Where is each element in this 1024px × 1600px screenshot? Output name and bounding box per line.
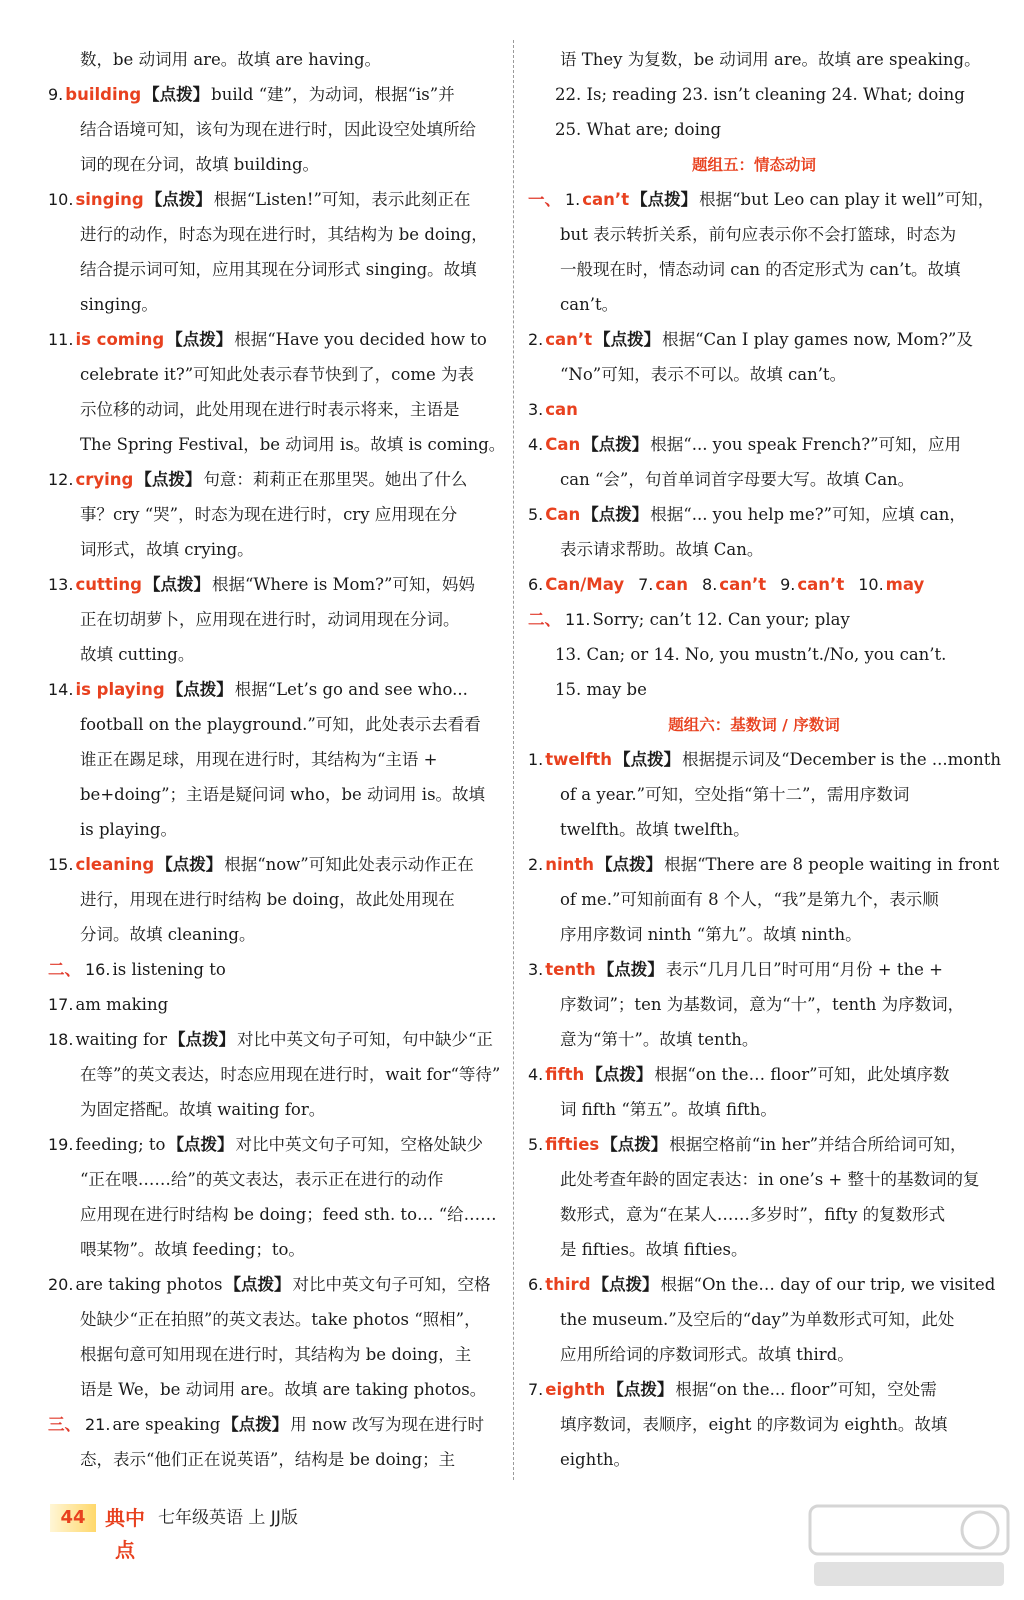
- question-number: 3.: [528, 960, 544, 979]
- answer-line: [48, 359, 500, 391]
- line-text: 25. What are; doing: [555, 120, 722, 139]
- tip-label: 【点拨】: [224, 1275, 291, 1294]
- line-text: is playing。: [80, 820, 177, 839]
- line-text: am making: [75, 995, 169, 1014]
- question-number: 5.: [528, 505, 544, 524]
- line-text: 词的现在分词，故填 building。: [80, 155, 320, 174]
- answer-text: may: [885, 575, 925, 594]
- line-text: 进行，用现在进行时结构 be doing，故此处用现在: [80, 890, 455, 909]
- answer-line: [48, 149, 500, 181]
- answer-line: [528, 884, 980, 916]
- answer-text: third: [545, 1275, 591, 1294]
- answer-line: [528, 499, 980, 531]
- answer-line: [48, 674, 500, 706]
- tip-label: 【点拨】: [166, 330, 233, 349]
- answer-line: [48, 254, 500, 286]
- line-text: football on the playground.”可知，此处表示去看看: [80, 715, 481, 734]
- answer-line: [528, 919, 980, 951]
- line-text: of a year.”可知，空处指“第十二”，需用序数词: [560, 785, 910, 804]
- answer-line: [48, 709, 500, 741]
- answer-line: [528, 324, 980, 356]
- tip-label: 【点拨】: [168, 1030, 235, 1049]
- answer-line: [48, 44, 500, 76]
- line-text: 数，be 动词用 are。故填 are having。: [80, 50, 382, 69]
- line-text: 喂某物”。故填 feeding；to。: [80, 1240, 305, 1259]
- answer-line: [528, 1024, 980, 1056]
- line-text: 根据句意可知用现在进行时，其结构为 be doing，主: [80, 1345, 472, 1364]
- line-text: build “建”，为动词，根据“is”并: [211, 85, 455, 104]
- question-number: 3.: [528, 400, 544, 419]
- line-text: 谁正在踢足球，用现在进行时，其结构为“主语 +: [80, 750, 438, 769]
- answer-line: [48, 639, 500, 671]
- tip-label: 【点拨】: [597, 960, 664, 979]
- line-text: 结合提示词可知，应用其现在分词形式 singing。故填: [80, 260, 477, 279]
- section-marker: 三、: [48, 1415, 81, 1434]
- line-text: 处缺少“正在拍照”的英文表达。take photos “照相”，: [80, 1310, 481, 1329]
- section-marker: 二、: [528, 610, 561, 629]
- answer-line: [528, 814, 980, 846]
- line-text: 根据“On the… day of our trip, we visited: [660, 1275, 996, 1294]
- answer-text: crying: [75, 470, 134, 489]
- line-text: of me.”可知前面有 8 个人，“我”是第九个，表示顺: [560, 890, 939, 909]
- answer-line: [528, 254, 980, 286]
- line-text: 事？cry “哭”，时态为现在进行时，cry 应用现在分: [80, 505, 458, 524]
- question-number: 9.: [780, 575, 796, 594]
- line-text: 根据“on the… floor”可知，此处填序数: [654, 1065, 950, 1084]
- tip-label: 【点拨】: [601, 1135, 668, 1154]
- answer-line: [48, 989, 500, 1021]
- section-marker: 二、: [48, 960, 81, 979]
- line-text: 故填 cutting。: [80, 645, 195, 664]
- answer-line: [528, 744, 1002, 776]
- answer-line: [528, 184, 995, 216]
- line-text: 词 fifth “第五”。故填 fifth。: [560, 1100, 777, 1119]
- line-text: 序数词”；ten 为基数词，意为“十”，tenth 为序数词，: [560, 995, 965, 1014]
- answer-text: is playing: [75, 680, 165, 699]
- tip-label: 【点拨】: [594, 330, 661, 349]
- line-text: 句意：莉莉正在那里哭。她出了什么: [203, 470, 468, 489]
- answer-line: [48, 1094, 500, 1126]
- line-text: 分词。故填 cleaning。: [80, 925, 256, 944]
- answer-line: [528, 44, 980, 76]
- line-text: 意为“第十”。故填 tenth。: [560, 1030, 759, 1049]
- answer-line: [528, 1374, 980, 1406]
- line-text: 序用序数词 ninth “第九”。故填 ninth。: [560, 925, 862, 944]
- question-number: 11.: [48, 330, 74, 349]
- question-number: 16.: [85, 960, 111, 979]
- answer-line: [528, 569, 980, 601]
- answer-line: [528, 534, 980, 566]
- answer-text: ninth: [545, 855, 595, 874]
- question-number: 7.: [528, 1380, 544, 1399]
- answer-line: [528, 114, 980, 146]
- answer-line: [528, 954, 980, 986]
- question-number: 6.: [528, 575, 544, 594]
- answer-line: [48, 1024, 500, 1056]
- line-text: 一般现在时，情态动词 can 的否定形式为 can’t。故填: [560, 260, 961, 279]
- answer-line: [48, 184, 500, 216]
- line-text: 根据“Where is Mom?”可知，妈妈: [211, 575, 475, 594]
- answer-text: fifth: [545, 1065, 585, 1084]
- question-number: 13.: [48, 575, 74, 594]
- line-text: 根据空格前“in her”并结合所给词可知，: [669, 1135, 967, 1154]
- tip-label: 【点拨】: [143, 85, 210, 104]
- line-text: 应用现在进行时结构 be doing；feed sth. to… “给……: [80, 1205, 497, 1224]
- question-number: 2.: [528, 855, 544, 874]
- line-text: can “会”，句首单词首字母要大写。故填 Can。: [560, 470, 915, 489]
- answer-line: [528, 604, 980, 636]
- tip-label: 【点拨】: [631, 190, 698, 209]
- line-text: 根据“Have you decided how to: [234, 330, 487, 349]
- answer-line: [48, 954, 500, 986]
- answer-line: [48, 219, 500, 251]
- answer-line: [48, 1199, 500, 1231]
- answer-line: [48, 1304, 500, 1336]
- question-number: 12.: [48, 470, 74, 489]
- answer-line: [48, 1444, 500, 1476]
- line-text: 15. may be: [555, 680, 647, 699]
- answer-line: [528, 1269, 996, 1301]
- line-text: 22. Is; reading 23. isn’t cleaning 24. What; doing: [555, 85, 965, 104]
- answer-text: Can: [545, 435, 581, 454]
- line-text: the museum.”及空后的“day”为单数形式可知，此处: [560, 1310, 955, 1329]
- group-title: 题组六：基数词 / 序数词: [668, 716, 840, 734]
- line-text: 填序数词，表顺序，eight 的序数词为 eighth。故填: [560, 1415, 948, 1434]
- line-text: are taking photos: [75, 1275, 223, 1294]
- line-text: 根据提示词及“December is the ...month: [682, 750, 1002, 769]
- question-number: 5.: [528, 1135, 544, 1154]
- answer-line: [48, 1374, 500, 1406]
- answer-line: [48, 324, 500, 356]
- question-number: 2.: [528, 330, 544, 349]
- tip-label: 【点拨】: [135, 470, 202, 489]
- brand-logo: 典中点: [105, 1506, 145, 1562]
- line-text: 语 They 为复数，be 动词用 are。故填 are speaking。: [560, 50, 981, 69]
- line-text: 根据“now”可知此处表示动作正在: [224, 855, 474, 874]
- answer-line: [528, 1059, 980, 1091]
- line-text: 结合语境可知，该句为现在进行时，因此设空处填所给: [80, 120, 476, 139]
- line-text: 词形式，故填 crying。: [80, 540, 254, 559]
- answer-line: [528, 1094, 980, 1126]
- line-text: “正在喂……给”的英文表达，表示正在进行的动作: [80, 1170, 444, 1189]
- line-text: feeding; to: [75, 1135, 166, 1154]
- answer-line: [528, 639, 980, 671]
- answer-line: [528, 79, 980, 111]
- question-number: 21.: [85, 1415, 111, 1434]
- line-text: 根据“... you speak French?”可知，应用: [650, 435, 962, 454]
- question-number: 18.: [48, 1030, 74, 1049]
- line-text: “No”可知，表示不可以。故填 can’t。: [560, 365, 847, 384]
- line-text: 此处考查年龄的固定表达：in one’s + 整十的基数词的复: [560, 1170, 980, 1189]
- line-text: celebrate it?”可知此处表示春节快到了，come 为表: [80, 365, 474, 384]
- answer-text: tenth: [545, 960, 596, 979]
- line-text: singing。: [80, 295, 158, 314]
- answer-line: [528, 429, 980, 461]
- tip-label: 【点拨】: [586, 1065, 653, 1084]
- line-text: twelfth。故填 twelfth。: [560, 820, 750, 839]
- answer-text: is coming: [75, 330, 165, 349]
- tip-label: 【点拨】: [145, 190, 212, 209]
- question-number: 1.: [565, 190, 581, 209]
- line-text: 根据“Listen!”可知，表示此刻正在: [213, 190, 471, 209]
- explanation-text: 对比中英文句子可知，空格处缺少: [235, 1135, 483, 1154]
- question-number: 8.: [702, 575, 718, 594]
- answer-line: [528, 219, 980, 251]
- line-text: 正在切胡萝卜，应用现在进行时，动词用现在分词。: [80, 610, 460, 629]
- question-number: 11.: [565, 610, 591, 629]
- question-number: 15.: [48, 855, 74, 874]
- question-number: 1.: [528, 750, 544, 769]
- answer-line: [528, 394, 980, 426]
- question-number: 10.: [48, 190, 74, 209]
- section-marker: 一、: [528, 190, 561, 209]
- group-title: 题组五：情态动词: [691, 156, 816, 174]
- answer-line: [48, 814, 500, 846]
- tip-label: 【点拨】: [222, 1415, 289, 1434]
- answer-text: can’t: [545, 330, 593, 349]
- answer-line: [48, 114, 500, 146]
- line-text: 表示请求帮助。故填 Can。: [560, 540, 764, 559]
- line-text: 根据“... you help me?”可知，应填 can，: [650, 505, 966, 524]
- line-text: 根据“but Leo can play it well”可知，: [699, 190, 995, 209]
- answer-line: [48, 779, 500, 811]
- answer-text: Can: [545, 505, 581, 524]
- line-text: 进行的动作，时态为现在进行时，其结构为 be doing，: [80, 225, 488, 244]
- line-text: 数形式，意为“在某人……多岁时”，fifty 的复数形式: [560, 1205, 946, 1224]
- answer-line: [528, 1339, 980, 1371]
- answer-line: [528, 1444, 980, 1476]
- line-text: are speaking: [112, 1415, 221, 1434]
- tip-label: 【点拨】: [596, 855, 663, 874]
- answer-text: can: [545, 400, 578, 419]
- answer-line: [528, 1164, 980, 1196]
- question-number: 9.: [48, 85, 64, 104]
- tip-label: 【点拨】: [607, 1380, 674, 1399]
- line-text: be+doing”；主语是疑问词 who，be 动词用 is。故填: [80, 785, 486, 804]
- answer-line: [528, 779, 980, 811]
- line-text: is listening to: [112, 960, 226, 979]
- question-number: 4.: [528, 435, 544, 454]
- line-text: 语是 We，be 动词用 are。故填 are taking photos。: [80, 1380, 487, 1399]
- answer-line: [528, 849, 1000, 881]
- tip-label: 【点拨】: [614, 750, 681, 769]
- tip-label: 【点拨】: [582, 505, 649, 524]
- line-text: 在等”的英文表达，时态应用现在进行时，wait for“等待”: [80, 1065, 501, 1084]
- line-text: but 表示转折关系，前句应表示你不会打篮球，时态为: [560, 225, 957, 244]
- question-number: 4.: [528, 1065, 544, 1084]
- answer-text: Can/May: [545, 575, 625, 594]
- answer-line: [48, 849, 500, 881]
- tip-label: 【点拨】: [166, 680, 233, 699]
- page-number: 44: [50, 1504, 96, 1532]
- answer-line: [48, 1234, 500, 1266]
- answer-line: [48, 1339, 500, 1371]
- answer-line: [528, 464, 980, 496]
- line-text: 13. Can; or 14. No, you mustn’t./No, you can’t.: [555, 645, 947, 664]
- answer-line: [528, 289, 980, 321]
- answer-line: [48, 919, 500, 951]
- answer-line: [528, 989, 980, 1021]
- line-text: Sorry; can’t 12. Can your; play: [592, 610, 850, 629]
- line-text: 为固定搭配。故填 waiting for。: [80, 1100, 326, 1119]
- tip-label: 【点拨】: [167, 1135, 234, 1154]
- answer-text: can’t: [719, 575, 767, 594]
- answer-line: [48, 79, 500, 111]
- answer-line: [48, 534, 500, 566]
- line-text: 应用所给词的序数词形式。故填 third。: [560, 1345, 854, 1364]
- question-number: 14.: [48, 680, 74, 699]
- answer-text: cleaning: [75, 855, 155, 874]
- book-title: 七年级英语 上 JJ版: [158, 1508, 298, 1528]
- answer-line: [48, 744, 500, 776]
- question-number: 17.: [48, 995, 74, 1014]
- answer-line: [48, 604, 500, 636]
- answer-line: [48, 1129, 500, 1161]
- answer-line: [528, 1304, 980, 1336]
- answer-line: [528, 359, 980, 391]
- line-text: 根据“Can I play games now, Mom?”及: [662, 330, 973, 349]
- page-footer: [0, 1496, 1024, 1562]
- tip-label: 【点拨】: [592, 1275, 659, 1294]
- question-number: 19.: [48, 1135, 74, 1154]
- answer-line: [48, 289, 500, 321]
- line-text: 示位移的动词，此处用现在进行时表示将来，主语是: [80, 400, 460, 419]
- line-text: can’t。: [560, 295, 619, 314]
- answer-line: [528, 1129, 980, 1161]
- answer-text: cutting: [75, 575, 142, 594]
- question-number: 20.: [48, 1275, 74, 1294]
- tip-label: 【点拨】: [582, 435, 649, 454]
- tip-label: 【点拨】: [156, 855, 223, 874]
- line-text: 是 fifties。故填 fifties。: [560, 1240, 748, 1259]
- answer-text: fifties: [545, 1135, 600, 1154]
- question-number: 10.: [858, 575, 884, 594]
- tip-label: 【点拨】: [143, 575, 210, 594]
- answer-line: [48, 884, 500, 916]
- answer-line: [48, 394, 500, 426]
- answer-line: [48, 569, 500, 601]
- line-text: waiting for: [75, 1030, 167, 1049]
- line-text: 态，表示“他们正在说英语”，结构是 be doing；主: [80, 1450, 456, 1469]
- line-text: eighth。: [560, 1450, 630, 1469]
- answer-text: can’t: [797, 575, 845, 594]
- answer-text: singing: [75, 190, 144, 209]
- column-divider: [513, 40, 514, 1480]
- line-text: 表示“几月几日”时可用“月份 + the +: [665, 960, 943, 979]
- answer-line: [48, 1164, 500, 1196]
- line-text: 根据“Let’s go and see who...: [234, 680, 468, 699]
- question-number: 7.: [638, 575, 654, 594]
- explanation-text: 用 now 改写为现在进行时: [290, 1415, 484, 1434]
- line-text: The Spring Festival，be 动词用 is。故填 is coming。: [80, 435, 506, 454]
- answer-text: building: [65, 85, 142, 104]
- answer-text: twelfth: [545, 750, 613, 769]
- line-text: 根据“on the... floor”可知，空处需: [675, 1380, 937, 1399]
- answer-line: [48, 499, 500, 531]
- answer-line: [48, 429, 506, 461]
- answer-line: [528, 1234, 980, 1266]
- explanation-text: 对比中英文句子可知，空格: [292, 1275, 491, 1294]
- line-text: 根据“There are 8 people waiting in front: [664, 855, 1000, 874]
- answer-line: [528, 1409, 980, 1441]
- answer-line: [48, 464, 500, 496]
- answer-line: [48, 1269, 500, 1301]
- answer-line: [528, 1199, 980, 1231]
- answer-text: eighth: [545, 1380, 606, 1399]
- answer-text: can’t: [582, 190, 630, 209]
- question-number: 6.: [528, 1275, 544, 1294]
- answer-line: [48, 1409, 500, 1441]
- explanation-text: 对比中英文句子可知，句中缺少“正: [236, 1030, 493, 1049]
- answer-text: can: [655, 575, 689, 594]
- answer-line: [528, 674, 980, 706]
- answer-line: [48, 1059, 500, 1091]
